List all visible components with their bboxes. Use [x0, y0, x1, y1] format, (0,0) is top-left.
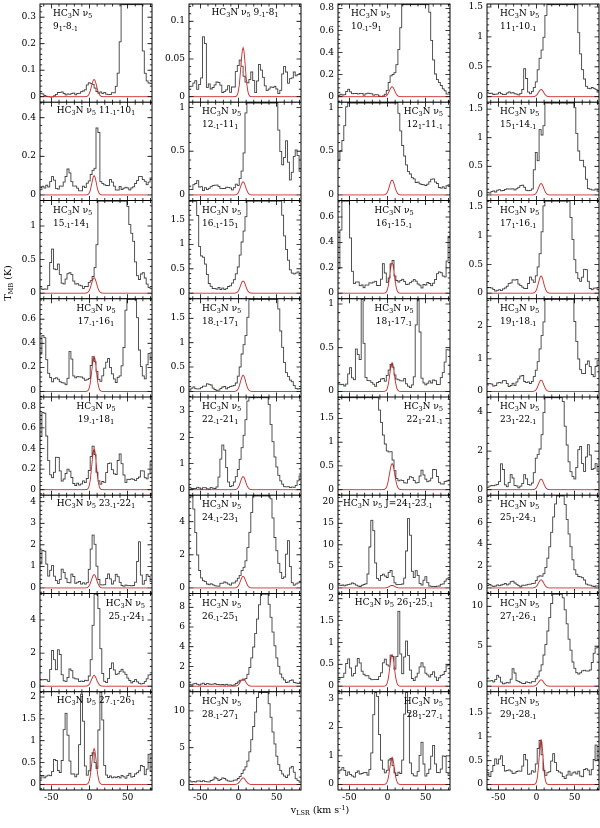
- y-tick-label: 0.5: [468, 161, 483, 172]
- x-tick-label: 50: [419, 793, 432, 803]
- y-axis-title: $T_{MB}$ (K): [3, 265, 15, 301]
- y-tick-label: 0: [179, 681, 185, 692]
- y-tick-label: 1.5: [170, 313, 185, 324]
- panel-label: $HC_3N$ $\nu_5$ $17_1-16_{-1}$: [500, 205, 540, 230]
- y-tick-label: 0.6: [21, 422, 36, 433]
- y-tick-label: 2: [477, 321, 483, 332]
- y-tick-label: 1: [477, 353, 483, 364]
- panel-label: $HC_3N$ $\nu_5$ $26_1-25_{-1}$: [354, 597, 434, 609]
- y-tick-label: 4: [30, 496, 36, 507]
- y-tick-label: 2: [30, 539, 36, 550]
- y-tick-label: 1.5: [468, 708, 483, 719]
- panel-label: $HC_3N$ $\nu_5$ $10_{-1}-9_1$: [351, 9, 391, 33]
- y-tick-label: 0.05: [164, 54, 185, 64]
- x-tick-label: 0: [533, 793, 540, 803]
- y-tick-label: 1.5: [319, 615, 334, 626]
- panel-label: $HC_3N$ $\nu_5$ $25_{-1}-24_1$: [105, 598, 145, 623]
- y-tick-label: 4: [30, 615, 36, 625]
- y-tick-label: 3: [179, 406, 185, 417]
- y-tick-label: 15: [322, 518, 334, 529]
- panel-label: $HC_3N$ $\nu_5$ $23_{-1}-22_1$: [56, 499, 136, 511]
- y-tick-label: 10: [471, 601, 483, 612]
- y-tick-label: 0.3: [21, 12, 36, 23]
- y-tick-label: 20: [322, 496, 334, 507]
- y-tick-label: 1.5: [21, 713, 36, 724]
- y-tick-label: 0.5: [170, 362, 185, 372]
- y-tick-label: 10: [173, 705, 185, 716]
- y-tick-label: 0.4: [21, 443, 36, 454]
- y-tick-label: 1: [328, 299, 334, 309]
- y-tick-label: 4: [477, 407, 483, 418]
- y-tick-label: 2: [477, 446, 483, 457]
- y-tick-label: 0: [30, 91, 36, 102]
- y-tick-label: 0: [477, 189, 483, 200]
- panel-label: $HC_3N$ $\nu_5$ $9_1-8_{-1}$: [53, 9, 93, 33]
- y-tick-label: 0.5: [21, 757, 36, 768]
- y-tick-label: 0.4: [21, 112, 36, 123]
- panel-label: $HC_3N$ $\nu_5$ $15_1-14_{-1}$: [500, 107, 540, 132]
- panel-label: $HC_3N$ $\nu_5$ $27_1-26_{-1}$: [500, 598, 540, 623]
- y-tick-label: 3: [328, 693, 334, 704]
- y-tick-label: 0: [328, 484, 334, 495]
- y-tick-label: 4: [477, 539, 483, 550]
- x-tick-label: -50: [342, 793, 357, 803]
- y-tick-label: 2: [179, 661, 185, 672]
- y-tick-label: 2: [477, 561, 483, 572]
- panel-label: $HC_3N$ $\nu_5$ $17_{-1}-16_1$: [76, 303, 116, 328]
- y-tick-label: 0: [30, 484, 36, 495]
- y-tick-label: 0.2: [319, 69, 334, 80]
- panel-label: $HC_3N$ $\nu_5$ $27_{-1}-26_1$: [56, 695, 136, 707]
- panel-label: $HC_3N$ $\nu_5$ $18_1-17_{-1}$: [374, 303, 414, 328]
- y-tick-label: 1.5: [468, 202, 483, 213]
- y-tick-label: 0: [179, 189, 185, 200]
- y-tick-label: 1: [477, 132, 483, 143]
- y-tick-label: 0.2: [21, 151, 36, 162]
- y-tick-label: 1: [328, 637, 334, 648]
- panel-label: $HC_3N$ $\nu_5$ $28_1-27_{-1}$: [403, 696, 443, 721]
- y-tick-label: 2: [328, 722, 334, 733]
- panel-label: $HC_3N$ $\nu_5$ $29_1-28_{-1}$: [500, 696, 540, 721]
- y-tick-label: 0: [477, 484, 483, 495]
- panel-label: $HC_3N$ $\nu_5$ $19_{-1}-18_1$: [76, 402, 116, 426]
- y-tick-label: 1: [179, 337, 185, 348]
- y-tick-label: 2: [30, 648, 36, 659]
- y-tick-label: 1.5: [319, 413, 334, 424]
- y-tick-label: 0.2: [21, 38, 36, 49]
- y-tick-label: 5: [477, 641, 483, 652]
- y-tick-label: 0.5: [170, 146, 185, 157]
- y-tick-label: 0.6: [319, 212, 334, 222]
- y-tick-label: 2: [179, 432, 185, 443]
- x-tick-label: 0: [384, 793, 391, 803]
- y-tick-label: 0.2: [319, 262, 334, 273]
- y-tick-label: 1: [477, 731, 483, 742]
- y-tick-label: 1: [477, 231, 483, 241]
- y-tick-label: 0: [328, 386, 334, 397]
- y-tick-label: 0.4: [21, 338, 36, 349]
- panel-label: $HC_3N$ $\nu_5$ $18_{-1}-17_1$: [202, 303, 242, 328]
- y-tick-label: 0: [328, 582, 334, 593]
- y-tick-label: 0: [30, 288, 36, 299]
- y-tick-label: 0.5: [319, 146, 334, 157]
- y-tick-label: 3: [30, 518, 36, 529]
- y-tick-label: 0: [179, 582, 185, 593]
- y-tick-label: 10: [322, 539, 334, 550]
- y-tick-label: 1: [179, 102, 185, 113]
- x-tick-label: 50: [121, 793, 134, 803]
- y-tick-label: 6: [179, 622, 185, 632]
- y-tick-label: 1.5: [468, 2, 483, 12]
- x-tick-label: 50: [568, 793, 581, 803]
- y-tick-label: 0: [328, 91, 334, 102]
- y-tick-label: 0: [30, 779, 36, 790]
- panel-label: $HC_3N$ $\nu_5$ $25_1-24_{-1}$: [500, 500, 540, 525]
- y-tick-label: 5: [179, 742, 185, 753]
- y-tick-label: 1: [179, 458, 185, 469]
- y-tick-label: 0.5: [170, 263, 185, 274]
- y-tick-label: 0.5: [21, 254, 36, 265]
- y-tick-label: 0.5: [319, 342, 334, 353]
- y-tick-label: 0: [477, 386, 483, 397]
- panel-label: $HC_3N$ $\nu_5$ $9_{-1}-8_1$: [211, 8, 279, 19]
- y-tick-label: 6: [477, 517, 483, 528]
- panel-label: $HC_3N$ $\nu_5$ $22_{-1}-21_1$: [202, 402, 242, 426]
- y-tick-label: 1: [477, 31, 483, 42]
- y-tick-label: 2: [179, 549, 185, 560]
- y-tick-label: 0: [179, 91, 185, 102]
- panel-label: $HC_3N$ $\nu_5$ $28_{-1}-27_1$: [202, 696, 242, 721]
- panel-label: $HC_3N$ $\nu_5$ $11_1-10_{-1}$: [500, 9, 540, 33]
- y-tick-label: 0: [477, 779, 483, 790]
- panel-label: $HC_3N$ $\nu_5$ $19_1-18_{-1}$: [500, 303, 540, 328]
- y-tick-label: 2: [30, 692, 36, 702]
- y-tick-label: 1: [328, 437, 334, 448]
- y-tick-label: 0: [477, 681, 483, 692]
- x-tick-label: 0: [235, 793, 242, 803]
- y-tick-label: 1: [30, 561, 36, 572]
- panel-label: $HC_3N$ $\nu_5$ $15_{-1}-14_1$: [53, 205, 93, 230]
- y-tick-label: 4: [179, 516, 185, 527]
- y-tick-label: 0: [477, 91, 483, 102]
- y-tick-label: 0: [30, 582, 36, 593]
- panel-label: $HC_3N$ $\nu_5$ $J=24_1-23_{-1}$: [343, 499, 433, 511]
- x-tick-label: -50: [193, 793, 208, 803]
- y-tick-label: 0.1: [170, 16, 185, 27]
- y-tick-label: 0.5: [319, 659, 334, 670]
- y-tick-label: 0: [477, 582, 483, 593]
- x-tick-label: 50: [270, 793, 283, 803]
- x-tick-label: -50: [491, 793, 506, 803]
- y-tick-label: 0: [30, 386, 36, 397]
- panel-label: $HC_3N$ $\nu_5$ $16_{-1}-15_1$: [202, 205, 242, 230]
- y-tick-label: 0.5: [468, 259, 483, 270]
- x-tick-label: 0: [86, 793, 93, 803]
- panel-label: $HC_3N$ $\nu_5$ $23_1-22_{-1}$: [500, 402, 540, 426]
- y-tick-label: 1: [30, 735, 36, 746]
- y-tick-label: 1: [179, 239, 185, 250]
- y-tick-label: 0: [179, 484, 185, 495]
- panel-label: $HC_3N$ $\nu_5$ $12_1-11_{-1}$: [403, 107, 443, 132]
- y-tick-label: 0.6: [21, 314, 36, 325]
- panel-label: $HC_3N$ $\nu_5$ $12_{-1}-11_1$: [202, 107, 242, 132]
- panel-label: $HC_3N$ $\nu_5$ $24_{-1}-23_1$: [202, 500, 242, 525]
- y-tick-label: 0.8: [319, 3, 334, 14]
- y-tick-label: 0.2: [21, 362, 36, 373]
- y-tick-label: 1: [328, 102, 334, 113]
- panel-label: $HC_3N$ $\nu_5$ $22_1-21_{-1}$: [403, 402, 443, 426]
- y-tick-label: 0: [328, 189, 334, 200]
- y-tick-label: 0.5: [468, 61, 483, 72]
- y-tick-label: 0: [179, 386, 185, 397]
- y-tick-label: 0: [30, 189, 36, 200]
- y-tick-label: 0: [328, 681, 334, 692]
- y-tick-label: 8: [477, 495, 483, 506]
- y-tick-label: 0.2: [21, 464, 36, 475]
- y-tick-label: 5: [328, 561, 334, 572]
- y-tick-label: 4: [179, 641, 185, 652]
- y-tick-label: 0: [477, 288, 483, 299]
- y-tick-label: 0.4: [319, 47, 334, 58]
- y-tick-label: 1: [328, 750, 334, 761]
- y-tick-label: 0.5: [468, 755, 483, 766]
- x-tick-label: -50: [44, 793, 59, 803]
- y-tick-label: 0.6: [319, 25, 334, 36]
- panel-label: $HC_3N$ $\nu_5$ $11_{-1}-10_1$: [56, 106, 136, 118]
- y-tick-label: 0: [30, 681, 36, 692]
- x-axis-title: $v_{LSR}$ (km $s^{-1}$): [290, 804, 350, 817]
- y-tick-label: 0.8: [21, 402, 36, 413]
- y-tick-label: 1: [30, 221, 36, 231]
- y-tick-label: 2: [328, 593, 334, 604]
- y-tick-label: 0: [328, 288, 334, 299]
- panel-label: $HC_3N$ $\nu_5$ $26_{-1}-25_1$: [202, 598, 242, 623]
- y-tick-label: 0.4: [319, 237, 334, 248]
- y-tick-label: 0: [328, 779, 334, 790]
- y-tick-label: 1.5: [170, 215, 185, 225]
- y-tick-label: 8: [179, 602, 185, 613]
- y-tick-label: 1.5: [468, 104, 483, 115]
- y-tick-label: 0.5: [319, 460, 334, 471]
- panel-label: $HC_3N$ $\nu_5$ $16_1-15_{-1}$: [374, 205, 414, 230]
- y-tick-label: 0: [179, 288, 185, 299]
- y-tick-label: 0.1: [21, 65, 36, 76]
- y-tick-label: 0: [179, 779, 185, 790]
